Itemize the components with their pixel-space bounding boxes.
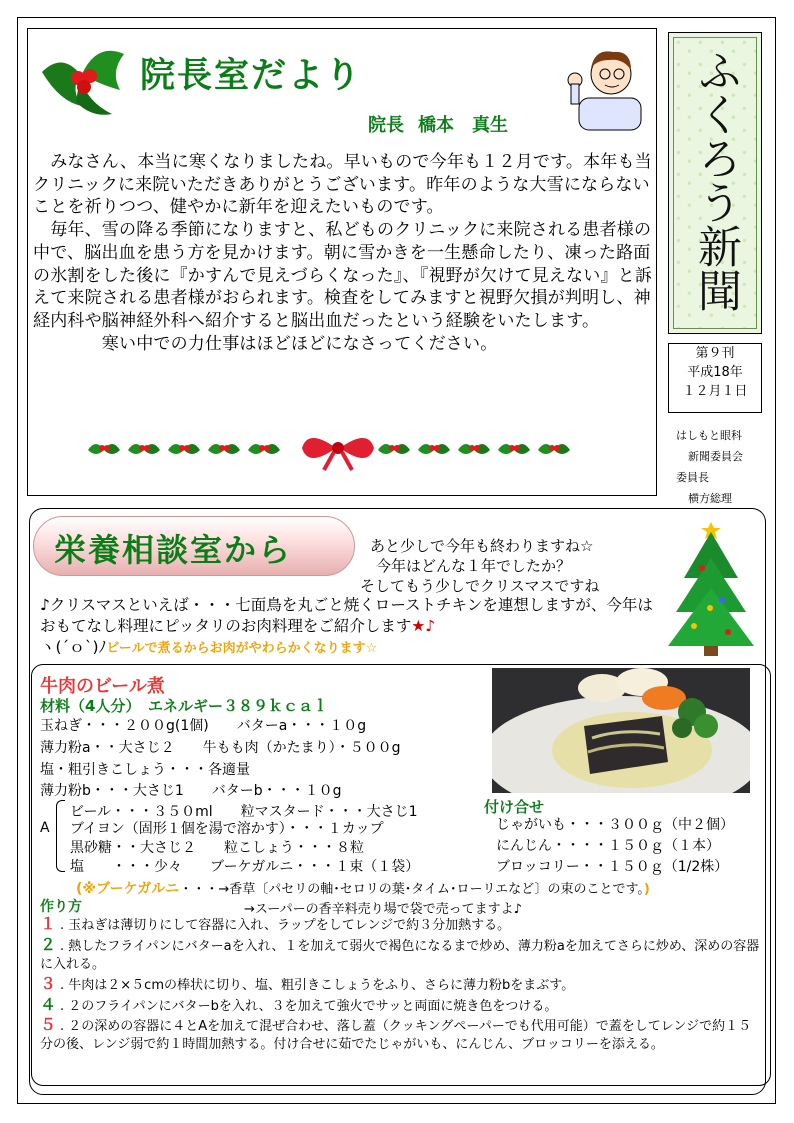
- group-a-brace: [56, 800, 65, 872]
- ingredient-line: 薄力粉b・・・大さじ1 バターb・・・１０g: [40, 783, 342, 799]
- garnish-item: ブロッコリー・・１５０ｇ（1/2株）: [496, 859, 729, 875]
- recipe-step: [40, 975, 760, 995]
- recipe-step: [40, 936, 760, 974]
- newspaper-name-text: ふくろう新聞: [690, 48, 741, 312]
- recipe-step: [40, 915, 760, 935]
- step-number: ３: [40, 974, 57, 993]
- ingredient-line: 塩・粗引きこしょう・・・各適量: [40, 762, 250, 778]
- garnish-heading: 付け合せ: [484, 798, 545, 816]
- intro-line: あと少しで今年も終わりますね☆: [370, 537, 594, 555]
- issue-date: １２月１日: [682, 384, 748, 399]
- message-paragraph: みなさん、本当に寒くなりましたね。早いもので今年も１２月です。本年も当クリニックに来院いただきありがとうございます。昨年のような大雪にならないことを祈りつつ、健やかに新年を迎えたいものです。: [33, 152, 652, 218]
- garnish-item: じゃがいも・・・３００ｇ（中２個）: [496, 817, 734, 833]
- publisher-clinic: はしもと眼科: [676, 429, 742, 442]
- step-text: . 熱したフライパンにバターaを入れ、１を加えて弱火で褐色になるまで炒め、薄力粉aを加えてさらに炒め、深めの容器に入れる。: [40, 939, 760, 972]
- ingredients-heading: [40, 695, 328, 716]
- step-number: １: [40, 914, 57, 933]
- holly-ribbon-border-icon: [88, 428, 588, 472]
- newspaper-title-box: [668, 32, 762, 334]
- group-a-line: ブイヨン（固形１個を湯で溶かす）・・・１カップ: [70, 821, 384, 837]
- emoticon: ヽ(´ｏ`)ﾉ: [40, 638, 107, 656]
- ingredients-label: 材料（4人分）: [40, 697, 133, 715]
- author-role: 院長: [368, 115, 404, 136]
- issue-info: [668, 343, 762, 413]
- bouquet-garni-note: [76, 878, 650, 898]
- message-paragraph: 毎年、雪の降る季節になりますと、私どものクリニックに来院される患者様の中で、脳出血を患う方を見かけます。朝に雪かきを一生懸命したり、凍った路面の氷割をした後に『かすんで見えづらくなった』、『視野が欠けて見えない』と訴えて来院される患者様がおられます。検査をしてみますと視野欠損が判明し、神経内科や脳神経外科へ紹介すると脳出血だったという経験をいたします。: [33, 220, 653, 331]
- message-paragraph: 寒い中での力仕事はほどほどになさってください。: [33, 333, 498, 354]
- doctor-illustration-icon: [565, 40, 645, 132]
- note-label: (※ブーケガルニ: [76, 881, 180, 897]
- step-text: . 牛肉は２×５cmの棒状に切り、塩、粗引きこしょうをふり、さらに薄力粉bをまぶす。: [60, 978, 575, 993]
- nutrition-text: [40, 595, 660, 659]
- issue-number: 第９刊: [695, 346, 735, 361]
- step-text: . ２の深めの容器に４とAを加えて混ぜ合わせ、落し蓋（クッキングペーパーでも代用可能）で蓋をしてレンジで約１５分の後、レンジ弱で約１時間加熱する。付け合せに茹でたじゃがいも、にんじん、ブロッコリーを添える。: [40, 1019, 752, 1052]
- group-a-label: A: [40, 820, 50, 836]
- group-a-line: ビール・・・３５０ml 粒マスタード・・・大さじ1: [70, 804, 418, 820]
- author-line: [368, 111, 522, 137]
- christmas-tree-icon: [664, 508, 759, 658]
- intro-line: 今年はどんな１年でしたか？: [376, 557, 572, 575]
- step-number: ４: [40, 995, 57, 1014]
- issue-era: 平成18年: [687, 365, 743, 380]
- step-number: ５: [40, 1015, 57, 1034]
- garnish-list: [496, 815, 734, 878]
- recipe-title: 牛肉のビール煮: [40, 676, 165, 697]
- nutrition-heading: 栄養相談室から: [54, 531, 293, 569]
- step-text: . ２のフライパンにバターbを入れ、３を加えて強火でサッと両面に焼き色をつける。: [60, 999, 558, 1014]
- garnish-item: にんじん・・・・１５０ｇ（１本）: [496, 838, 720, 854]
- director-message: [33, 151, 653, 355]
- column-title: 院長室だより: [140, 56, 363, 96]
- dish-photo-image: [492, 668, 750, 793]
- note-close: ): [643, 882, 650, 897]
- publisher-chair-name: 横方総理: [688, 492, 732, 505]
- highlight-text: ビールで煮るからお肉がやわらかくなります☆: [106, 641, 378, 656]
- author-name: 橋本 真生: [418, 115, 508, 136]
- recipe-step: [40, 1016, 760, 1054]
- newspaper-name: [674, 48, 756, 327]
- ingredient-line: 玉ねぎ・・・２００g(1個) バターa・・・１０g: [40, 718, 367, 734]
- step-text: . 玉ねぎは薄切りにして容器に入れ、ラップをしてレンジで約３分加熱する。: [60, 918, 511, 933]
- step-number: ２: [40, 935, 57, 954]
- group-a-line: 塩 ・・・少々 ブーケガルニ・・・１束（１袋）: [70, 859, 420, 875]
- publisher-info: [676, 425, 743, 509]
- recipe-step: [40, 996, 760, 1016]
- publisher-committee: 新聞委員会: [688, 450, 743, 463]
- intro-line: そしてもう少しでクリスマスですね: [360, 577, 600, 595]
- note-text: ・・・→香草〔パセリの軸･セロリの葉･タイム･ローリエなど〕の束のことです。: [179, 882, 644, 897]
- supermarket-note: →スーパーの香辛料売り場で袋で売ってますよ♪: [244, 902, 522, 917]
- group-a-line: 黒砂糖・・大さじ２ 粒こしょう・・・８粒: [70, 840, 364, 856]
- dish-photo: [492, 668, 750, 793]
- holly-icon: [32, 32, 132, 120]
- ingredient-line: 薄力粉a・・大さじ２ 牛もも肉（かたまり）・５００g: [40, 740, 401, 756]
- nutrition-intro: [360, 536, 599, 596]
- nutrition-intro-text: ♪クリスマスといえば・・・七面鳥を丸ごと焼くローストチキンを連想しますが、今年はおもてなし料理にピッタリのお肉料理をご紹介します: [40, 596, 653, 635]
- method-heading: 作り方: [40, 899, 82, 915]
- energy-label: エネルギー３８９ｋｃａｌ: [147, 697, 328, 715]
- publisher-chair-label: 委員長: [676, 471, 709, 484]
- star-note-mark: ★♪: [411, 617, 436, 635]
